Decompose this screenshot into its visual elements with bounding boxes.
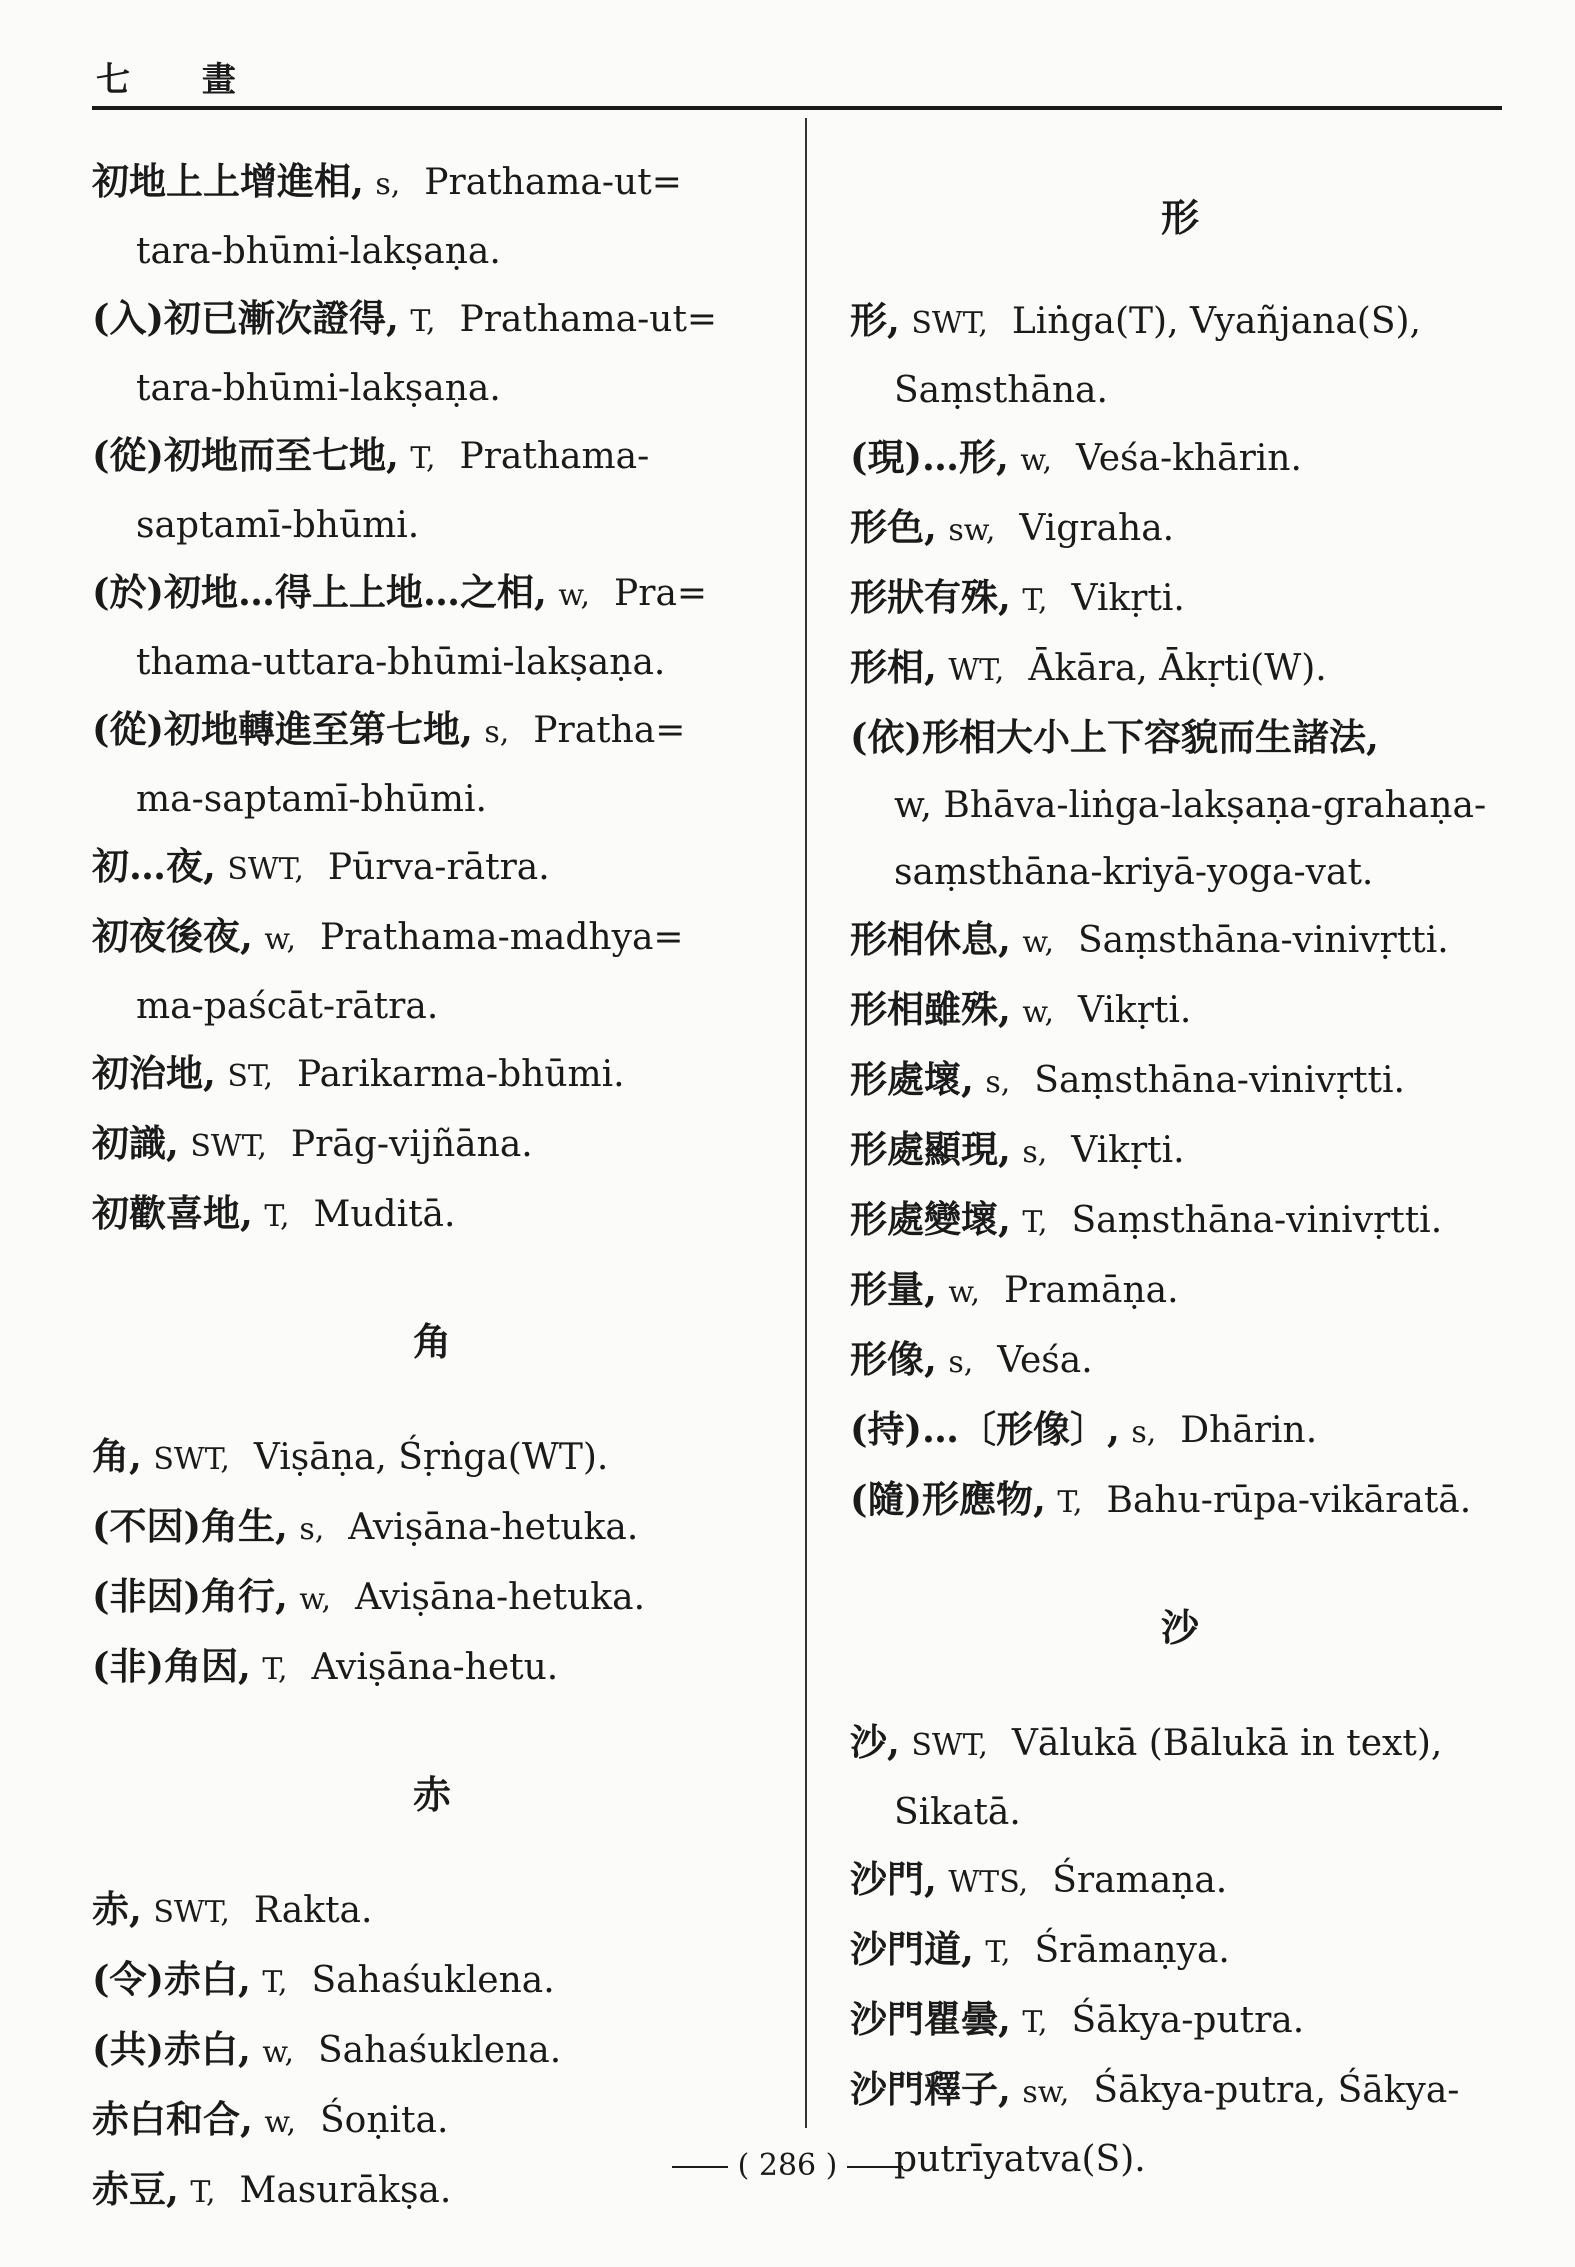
dictionary-entry (850, 1046, 1510, 1116)
dictionary-entry (850, 494, 1510, 564)
entry-line (92, 696, 772, 766)
entry-sanskrit: Aviṣāna-hetu. (311, 1647, 559, 1688)
entry-source: w, (558, 578, 591, 613)
entry-line (92, 559, 772, 629)
entry-line (850, 424, 1510, 494)
entry-line (92, 1563, 772, 1633)
entry-line (850, 287, 1510, 357)
dictionary-entry (850, 564, 1510, 634)
entry-headword: (持)…〔形像〕, (850, 1407, 1120, 1451)
entry-headword: 形處壞, (850, 1057, 974, 1101)
section-heading: 形 (1160, 195, 1199, 240)
entry-headword: (非)角因, (92, 1644, 251, 1688)
entry-line (850, 1186, 1510, 1256)
dictionary-entry (92, 833, 772, 903)
dictionary-entry (850, 1466, 1510, 1536)
entry-line (92, 2016, 772, 2086)
header-rule (92, 106, 1502, 110)
entry-continuation: Saṃsthāna. (894, 370, 1108, 411)
entry-sanskrit: Vigraha. (1019, 508, 1175, 549)
dictionary-entry (92, 696, 772, 833)
page-number: ( 286 ) (737, 2148, 838, 2183)
entry-source: T, (410, 304, 436, 339)
entry-headword: (現)…形, (850, 435, 1009, 479)
entry-sanskrit: Muditā. (313, 1194, 456, 1235)
entry-sanskrit: Aviṣāna-hetuka. (355, 1577, 646, 1618)
entry-source: WT, (948, 653, 1005, 688)
entry-line (92, 1110, 772, 1180)
dictionary-entry (92, 2016, 772, 2086)
dictionary-entry (850, 1116, 1510, 1186)
entry-source: w, (264, 2105, 296, 2140)
footer-dash-right (847, 2166, 903, 2168)
entry-source: SWT, (153, 1442, 230, 1477)
entry-sanskrit: Pūrva-rātra. (327, 847, 550, 888)
entry-source: s, (484, 715, 510, 750)
entry-sanskrit: Pramāṇa. (1004, 1270, 1179, 1311)
entry-source: s, (1022, 1135, 1048, 1170)
entry-source: s, (1131, 1415, 1157, 1450)
entry-sanskrit: Saṃsthāna-vinivṛtti. (1034, 1060, 1405, 1101)
entry-source: w, (1022, 925, 1054, 960)
entry-line (92, 1180, 772, 1250)
page-header: 七 畫 (96, 60, 266, 100)
entry-source: s, (985, 1065, 1011, 1100)
dictionary-entry (92, 1563, 772, 1633)
entry-headword: 初夜後夜, (92, 914, 253, 958)
entry-headword: 沙門瞿曇, (850, 1997, 1011, 2041)
entry-line (92, 903, 772, 973)
entry-sanskrit: Saṃsthāna-vinivṛtti. (1071, 1200, 1443, 1241)
entry-line (92, 1946, 772, 2016)
dictionary-entry (850, 1709, 1510, 1846)
entry-line (850, 2056, 1510, 2126)
entry-headword: 形處變壞, (850, 1197, 1011, 1241)
entry-sanskrit: Dhārin. (1180, 1410, 1318, 1451)
entry-line (92, 2086, 772, 2156)
dictionary-entry (92, 2086, 772, 2156)
entry-headword: 赤白和合, (92, 2097, 253, 2141)
entry-line (850, 634, 1510, 704)
entry-sanskrit: Śramaṇa. (1052, 1860, 1228, 1901)
entry-sanskrit: Veśa. (997, 1340, 1093, 1381)
entry-sanskrit: Ākāra, Ākṛti(W). (1028, 648, 1327, 689)
entry-line (92, 285, 772, 355)
dictionary-entry (850, 1256, 1510, 1326)
entry-headword: 形處顯現, (850, 1127, 1011, 1171)
dictionary-entry (92, 903, 772, 1040)
dictionary-entry (92, 1040, 772, 1110)
dictionary-entry (92, 1633, 772, 1703)
entry-line (850, 1256, 1510, 1326)
entry-headword: (於)初地…得上上地…之相, (92, 570, 547, 614)
entry-headword: 初…夜, (92, 844, 216, 888)
entry-sanskrit: Prathama-ut= (424, 162, 682, 203)
entry-sanskrit: Śoṇita. (320, 2100, 449, 2141)
entry-line (850, 564, 1510, 634)
entry-line (850, 494, 1510, 564)
entry-line (850, 976, 1510, 1046)
dictionary-entry (850, 1916, 1510, 1986)
entry-continuation: tara-bhūmi-lakṣaṇa. (136, 231, 501, 272)
dictionary-entry (92, 1180, 772, 1250)
entry-continuation: saptamī-bhūmi. (136, 505, 420, 546)
entry-source: ST, (227, 1059, 274, 1094)
entry-line (92, 1040, 772, 1110)
entry-headword: 形量, (850, 1267, 937, 1311)
entry-source: T, (262, 1652, 288, 1687)
entry-line (850, 1396, 1510, 1466)
entry-headword: 沙門, (850, 1857, 937, 1901)
entry-line (850, 1116, 1510, 1186)
entry-sanskrit: Sahaśuklena. (311, 1960, 555, 2001)
entry-headword: (不因)角生, (92, 1504, 288, 1548)
dictionary-entry (850, 1986, 1510, 2056)
entry-source: SWT, (227, 852, 304, 887)
entry-headword: (共)赤白, (92, 2027, 251, 2071)
entry-source: w, (1020, 443, 1053, 478)
left-column (92, 148, 772, 2226)
entry-headword: 初識, (92, 1121, 179, 1165)
entry-headword: (隨)形應物, (850, 1477, 1046, 1521)
dictionary-entry (92, 1876, 772, 1946)
entry-line (92, 1876, 772, 1946)
entry-source: T, (262, 1965, 288, 2000)
entry-sanskrit: Śrāmaṇya. (1034, 1930, 1230, 1971)
entry-source: sw, (1022, 2075, 1070, 2110)
dictionary-entry (92, 1946, 772, 2016)
entry-headword: (入)初已漸次證得, (92, 296, 399, 340)
column-divider (805, 118, 807, 2128)
entry-headword: 形相休息, (850, 917, 1011, 961)
entry-sanskrit: Veśa-khārin. (1076, 438, 1302, 479)
entry-sanskrit: Pratha= (533, 710, 686, 751)
entry-headword: 沙門道, (850, 1927, 974, 1971)
entry-continuation: Sikatā. (894, 1792, 1021, 1833)
entry-line (92, 422, 772, 492)
dictionary-entry (850, 976, 1510, 1046)
dictionary-entry (92, 1423, 772, 1493)
entry-source: sw, (948, 513, 996, 548)
dictionary-entry (850, 287, 1510, 424)
entry-line (850, 1466, 1510, 1536)
entry-source: T, (1022, 1205, 1048, 1240)
entry-line (92, 1423, 772, 1493)
entry-sanskrit: Prathama-madhya= (320, 917, 684, 958)
entry-source: SWT, (911, 1728, 988, 1763)
entry-sanskrit: Parikarma-bhūmi. (297, 1054, 625, 1095)
entry-continuation: putrīyatva(S). (894, 2139, 1146, 2180)
dictionary-entry (92, 148, 772, 285)
dictionary-entry (850, 1326, 1510, 1396)
entry-source: T, (410, 441, 436, 476)
entry-line (92, 1493, 772, 1563)
entry-source: s, (948, 1345, 974, 1380)
dictionary-entry (850, 906, 1510, 976)
entry-sanskrit: Śākya-putra, Śākya- (1093, 2070, 1460, 2111)
entry-continuation: ma-paścāt-rātra. (136, 986, 439, 1027)
entry-sanskrit: Rakta. (253, 1890, 373, 1931)
entry-line (92, 833, 772, 903)
section-heading: 角 (412, 1319, 451, 1364)
entry-source: w, (948, 1275, 980, 1310)
entry-headword: 角, (92, 1434, 142, 1478)
entry-line (850, 906, 1510, 976)
page-footer (0, 2148, 1575, 2183)
entry-source: WTS, (948, 1865, 1029, 1900)
dictionary-entry (850, 1186, 1510, 1256)
entry-source: T, (1022, 583, 1048, 618)
entry-source: T, (264, 1199, 290, 1234)
entry-headword: 形相, (850, 645, 937, 689)
entry-continuation: tara-bhūmi-lakṣaṇa. (136, 368, 501, 409)
entry-sanskrit: Saṃsthāna-vinivṛtti. (1078, 920, 1449, 961)
entry-headword: 形, (850, 298, 900, 342)
entry-sanskrit: Vālukā (Bālukā in text), (1011, 1723, 1443, 1764)
entry-line (850, 1916, 1510, 1986)
entry-source: w, (262, 2035, 295, 2070)
entry-source: w, (264, 922, 296, 957)
dictionary-entry (92, 1493, 772, 1563)
entry-headword: 形狀有殊, (850, 575, 1011, 619)
entry-headword: 初歡喜地, (92, 1191, 253, 1235)
entry-line (850, 1046, 1510, 1116)
entry-source: s, (375, 167, 401, 202)
entry-source: T, (1022, 2005, 1048, 2040)
dictionary-entry (92, 559, 772, 696)
entry-source: w, (299, 1582, 332, 1617)
entry-sanskrit: Vikṛti. (1071, 578, 1185, 619)
entry-sanskrit: Prāg-vijñāna. (290, 1124, 533, 1165)
entry-headword: (依)形相大小上下容貌而生諸法, (850, 715, 1379, 759)
entry-headword: 初地上上增進相, (92, 159, 364, 203)
dictionary-entry (92, 285, 772, 422)
entry-line (850, 1986, 1510, 2056)
entry-sanskrit: Liṅga(T), Vyañjana(S), (1011, 301, 1421, 342)
entry-headword: (非因)角行, (92, 1574, 288, 1618)
dictionary-entry (850, 634, 1510, 704)
entry-sanskrit: Aviṣāna-hetuka. (348, 1507, 639, 1548)
section-heading: 赤 (412, 1772, 451, 1817)
entry-sanskrit: Śākya-putra. (1071, 2000, 1305, 2041)
entry-headword: 沙, (850, 1720, 900, 1764)
entry-continuation: ma-saptamī-bhūmi. (136, 779, 487, 820)
entry-source: w, (1022, 995, 1054, 1030)
entry-sanskrit: Sahaśuklena. (318, 2030, 562, 2071)
entry-headword: 赤豆, (92, 2167, 179, 2211)
entry-line (850, 704, 1510, 772)
entry-line (92, 1633, 772, 1703)
dictionary-entry (850, 1396, 1510, 1466)
entry-source: T, (985, 1935, 1011, 1970)
entry-headword: 形相雖殊, (850, 987, 1011, 1031)
entry-source: SWT, (153, 1895, 230, 1930)
entry-headword: (從)初地轉進至第七地, (92, 707, 473, 751)
entry-sanskrit: Prathama-ut= (459, 299, 718, 340)
entry-line (92, 148, 772, 218)
dictionary-entry (92, 1110, 772, 1180)
entry-sanskrit: Bahu-rūpa-vikāratā. (1106, 1480, 1472, 1521)
footer-dash-left (672, 2166, 728, 2168)
entry-headword: (令)赤白, (92, 1957, 251, 2001)
entry-continuation: saṃsthāna-kriyā-yoga-vat. (894, 852, 1374, 893)
entry-source: SWT, (190, 1129, 267, 1164)
entry-source: T, (1057, 1485, 1083, 1520)
entry-source: SWT, (911, 306, 988, 341)
entry-headword: 形色, (850, 505, 937, 549)
entry-continuation: thama-uttara-bhūmi-lakṣaṇa. (136, 642, 666, 683)
dictionary-entry (850, 424, 1510, 494)
entry-sanskrit: Pra= (614, 573, 708, 614)
entry-headword: (從)初地而至七地, (92, 433, 399, 477)
entry-headword: 沙門釋子, (850, 2067, 1011, 2111)
entry-headword: 形像, (850, 1337, 937, 1381)
entry-line (850, 1326, 1510, 1396)
entry-source: T, (190, 2175, 216, 2210)
entry-sanskrit: Prathama- (459, 436, 650, 477)
dictionary-entry (92, 422, 772, 559)
entry-line (850, 1846, 1510, 1916)
entry-sanskrit: Vikṛti. (1078, 990, 1192, 1031)
dictionary-entry (850, 704, 1510, 906)
entry-sanskrit: Viṣāṇa, Śṛṅga(WT). (253, 1437, 609, 1478)
dictionary-entry (850, 1846, 1510, 1916)
entry-source: s, (299, 1512, 325, 1547)
entry-line (850, 1709, 1510, 1779)
entry-sanskrit: Vikṛti. (1071, 1130, 1185, 1171)
right-column (850, 148, 1510, 2193)
entry-headword: 初治地, (92, 1051, 216, 1095)
section-heading: 沙 (1160, 1605, 1199, 1650)
entry-sanskrit: Masurākṣa. (239, 2170, 452, 2211)
entry-headword: 赤, (92, 1887, 142, 1931)
entry-continuation: w, Bhāva-liṅga-lakṣaṇa-grahaṇa- (894, 785, 1487, 826)
